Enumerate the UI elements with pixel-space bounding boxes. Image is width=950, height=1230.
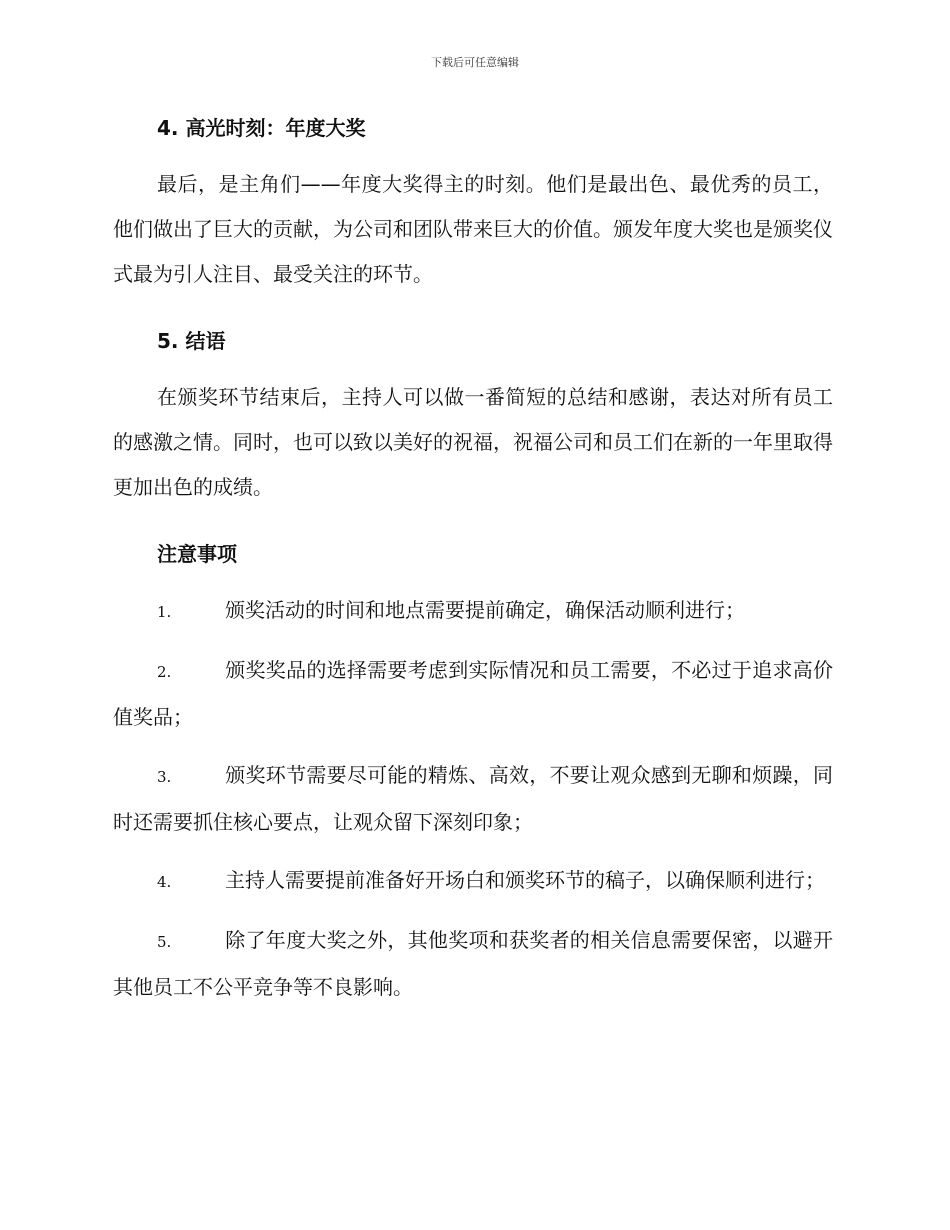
page-header: 下载后可任意编辑 [431, 56, 519, 69]
note-number: 3. [157, 768, 172, 786]
note-number: 2. [157, 663, 172, 681]
note-number: 4. [157, 873, 172, 891]
note-text: 主持人需要提前准备好开场白和颁奖环节的稿子，以确保顺利进行； [225, 868, 825, 892]
notes-heading: 注意事项 [157, 542, 237, 566]
note-item [113, 858, 833, 905]
note-item [113, 753, 833, 845]
note-item [113, 588, 833, 635]
note-text: 颁奖环节需要尽可能的精炼、高效，不要让观众感到无聊和烦躁，同时还需要抓住核心要点，让观众留下深刻印象； [113, 763, 833, 834]
section-paragraph-conclusion: 在颁奖环节结束后，主持人可以做一番简短的总结和感谢，表达对所有员工的感激之情。同时，也可以致以美好的祝福，祝福公司和员工们在新的一年里取得更加出色的成绩。 [113, 385, 833, 499]
section-paragraph-awards: 最后，是主角们——年度大奖得主的时刻。他们是最出色、最优秀的员工，他们做出了巨大的贡献，为公司和团队带来巨大的价值。颁发年度大奖也是颁奖仪式最为引人注目、最受关注的环节。 [113, 172, 833, 286]
document-body [113, 110, 833, 1023]
note-item [113, 648, 833, 740]
note-text: 颁奖奖品的选择需要考虑到实际情况和员工需要，不必过于追求高价值奖品； [113, 658, 833, 729]
note-number: 1. [157, 603, 172, 621]
note-item [113, 918, 833, 1010]
note-number: 5. [157, 933, 172, 951]
section-heading-awards: 4. 高光时刻：年度大奖 [157, 116, 366, 140]
section-heading-conclusion: 5. 结语 [157, 329, 226, 353]
note-text: 颁奖活动的时间和地点需要提前确定，确保活动顺利进行； [225, 598, 745, 622]
note-text: 除了年度大奖之外，其他奖项和获奖者的相关信息需要保密，以避开其他员工不公平竞争等不良影响。 [113, 928, 833, 999]
